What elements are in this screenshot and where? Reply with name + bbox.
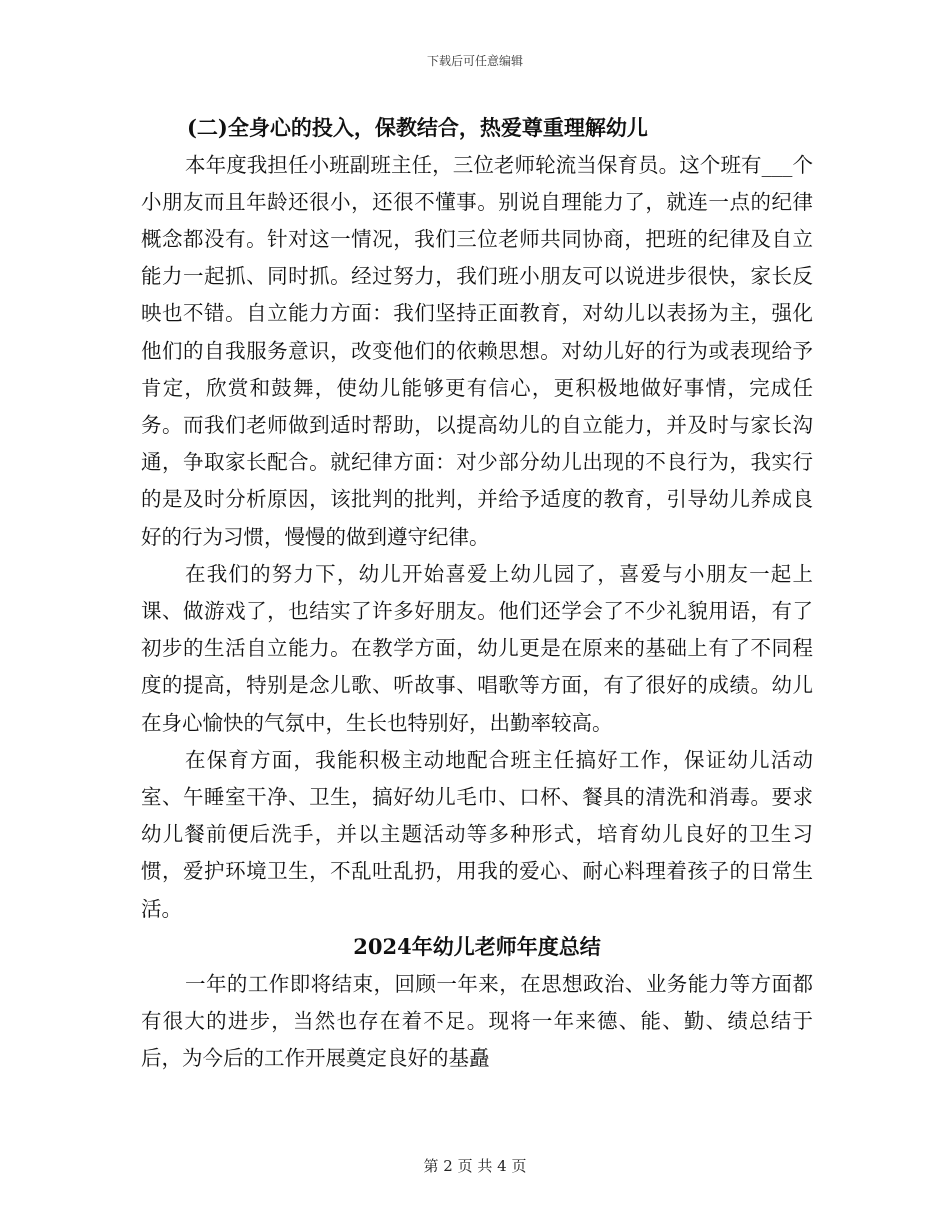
body-paragraph: 一年的工作即将结束，回顾一年来，在思想政治、业务能力等方面都有很大的进步，当然也存在着不足。现将一年来德、能、勤、绩总结于后，为今后的工作开展奠定良好的基矗 <box>141 971 813 1071</box>
body-paragraph: 在我们的努力下，幼儿开始喜爱上幼儿园了，喜爱与小朋友一起上课、做游戏了，也结实了许多好朋友。他们还学会了不少礼貌用语，有了初步的生活自立能力。在教学方面，幼儿更是在原来的基础上有了不同程度的提高，特别是念儿歌、听故事、唱歌等方面，有了很好的成绩。幼儿在身心愉快的气氛中，生长也特别好，出勤率较高。 <box>141 561 813 735</box>
page-footer: 第 2 页 共 4 页 <box>423 1157 527 1175</box>
article-title: 2024年幼儿老师年度总结 <box>353 933 601 959</box>
document-body <box>141 110 813 1077</box>
page-header: 下载后可任意编辑 <box>426 54 523 68</box>
body-paragraph: 本年度我担任小班副班主任，三位老师轮流当保育员。这个班有___个小朋友而且年龄还很小，还很不懂事。别说自理能力了，就连一点的纪律概念都没有。针对这一情况，我们三位老师共同协商，把班的纪律及自立能力一起抓、同时抓。经过努力，我们班小朋友可以说进步很快，家长反映也不错。自立能力方面：我们坚持正面教育，对幼儿以表扬为主，强化他们的自我服务意识，改变他们的依赖思想。对幼儿好的行为或表现给予肯定，欣赏和鼓舞，使幼儿能够更有信心，更积极地做好事情，完成任务。而我们老师做到适时帮助，以提高幼儿的自立能力，并及时与家长沟通，争取家长配合。就纪律方面：对少部分幼儿出现的不良行为，我实行的是及时分析原因，该批判的批判，并给予适度的教育，引导幼儿养成良好的行为习惯，慢慢的做到遵守纪律。 <box>141 152 813 549</box>
body-paragraph: 在保育方面，我能积极主动地配合班主任搞好工作，保证幼儿活动室、午睡室干净、卫生，搞好幼儿毛巾、口杯、餐具的清洗和消毒。要求幼儿餐前便后洗手，并以主题活动等多种形式，培育幼儿良好的卫生习惯，爱护环境卫生，不乱吐乱扔，用我的爱心、耐心料理着孩子的日常生活。 <box>141 747 813 921</box>
section-heading: (二)全身心的投入，保教结合，热爱尊重理解幼儿 <box>187 115 648 140</box>
